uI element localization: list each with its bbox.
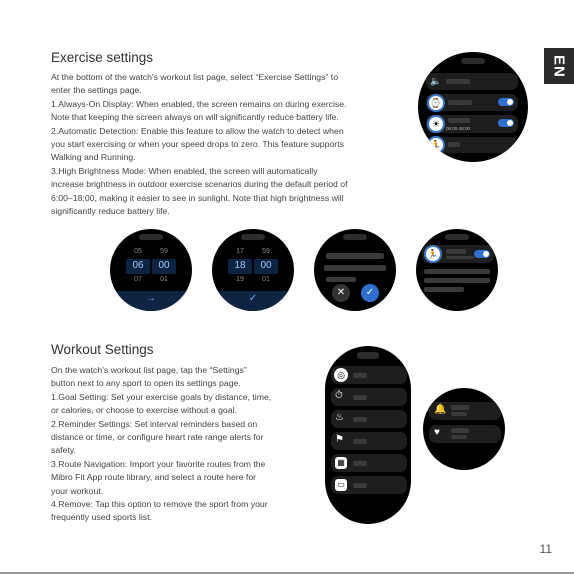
exercise-settings-text: At the bottom of the watch's workout list page, select “Exercise Settings” to enter the settings page. 1.Always-On Display: When enabled, the screen remains on during exercise. Note that keeping the screen always on will significantly reduce battery life. 2.Automatic Detection: Enable this feature to allow the watch to detect when you start exercising or when your speed drops to zero. This feature supports Walking and Running. 3.High Brightness Mode: When enabled, the screen will automatically increase brightness in outdoor exercise scenarios during the default period of 6:00–18:00, making it easier to see in sunlight. Note that high brightness will significantly reduce battery life. (51, 72, 348, 217)
running-icon: 🏃 (427, 249, 439, 259)
start-minute-value[interactable]: 00 (158, 260, 170, 271)
watch-sport-settings-list (325, 346, 411, 524)
arrow-right-icon: → (146, 293, 156, 304)
start-hour-value[interactable]: 06 (132, 260, 144, 271)
brightness-time-range: 06:00-18:00 (446, 126, 471, 131)
exercise-settings-title: Exercise settings (51, 50, 154, 65)
brightness-icon: ☀ (429, 117, 443, 131)
cancel-button[interactable]: ✕ (332, 284, 350, 302)
watch-icon: ⌚ (430, 98, 442, 108)
bell-icon: 🔔 (434, 404, 447, 415)
remove-icon: ▭ (335, 479, 347, 491)
map-icon: ▦ (335, 457, 347, 469)
stopwatch-icon: ⏱ (335, 390, 343, 401)
watch-reminder-settings (423, 388, 505, 470)
high-brightness-toggle[interactable] (498, 119, 514, 127)
checkmark-icon: ✓ (248, 293, 258, 304)
heart-icon: ♥ (434, 427, 440, 438)
watch-end-time-picker: 17 59 18 00 19 01 ✓ (212, 229, 294, 311)
end-minute-value[interactable]: 00 (260, 260, 272, 271)
workout-settings-title: Workout Settings (51, 342, 154, 357)
flame-icon: ♨ (335, 412, 344, 423)
workout-settings-text: On the watch's workout list page, tap the “Settings” button next to any sport to open its settings page. 1.Goal Setting: Set your exercise goals by distance, time, or calories, or choose to exercise without a goal. 2.Reminder Settings: Set interval reminders based on distance or time, or configure heart rate range alerts for safety. 3.Route Navigation: Import your favorite routes from the Mibro Fit App route library, and select a route here for your workout. 4.Remove: Tap this option to remove the sport from your frequently used sports list. (51, 365, 272, 523)
ok-button[interactable]: ✓ (361, 284, 379, 302)
page-number: 11 (539, 542, 552, 556)
watch-start-time-picker: 05 59 06 00 07 01 → (110, 229, 192, 311)
end-hour-value[interactable]: 18 (234, 260, 246, 271)
language-tab: EN (544, 48, 574, 84)
always-on-toggle[interactable] (498, 98, 514, 106)
watch-confirm-dialog (314, 229, 396, 311)
watch-exercise-settings (418, 52, 528, 162)
watch-header (461, 58, 485, 64)
goal-icon: ◎ (334, 368, 348, 382)
running-icon: 🏃 (430, 140, 442, 150)
speaker-icon: 🔈 (430, 76, 442, 86)
auto-detect-toggle[interactable] (474, 250, 490, 258)
watch-auto-detection (416, 229, 498, 311)
route-icon: ⚑ (335, 434, 344, 445)
